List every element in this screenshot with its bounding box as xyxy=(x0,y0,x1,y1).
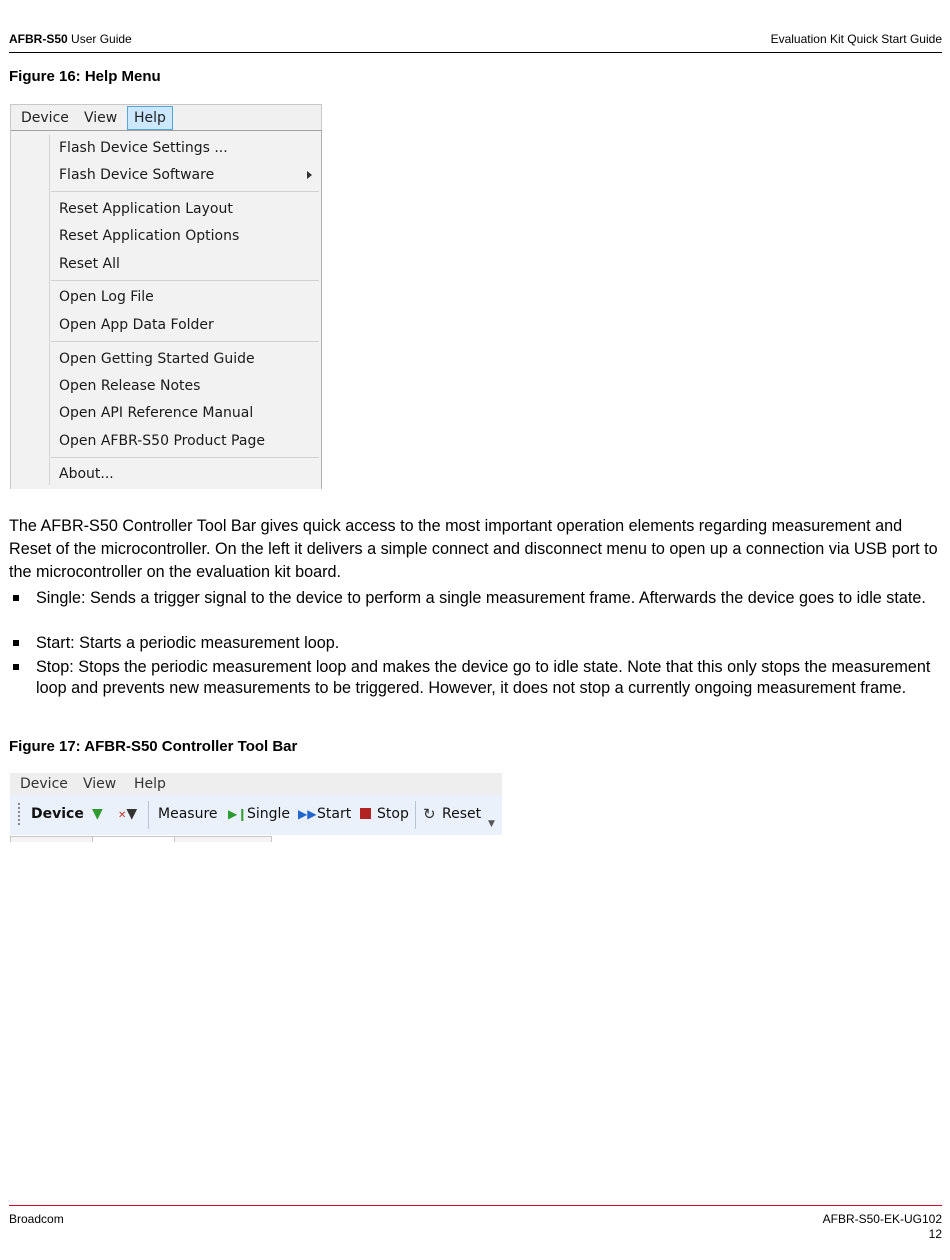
help-menu-screenshot xyxy=(10,104,322,489)
menu-item-flash-software[interactable]: Flash Device Software xyxy=(59,167,215,183)
toolbar-screenshot xyxy=(10,773,502,841)
tb-single-button[interactable]: Single xyxy=(247,806,291,822)
menu-item-open-log[interactable]: Open Log File xyxy=(59,289,154,305)
tb-device-label: Device xyxy=(31,806,84,822)
header-product: AFBR-S50 xyxy=(9,32,68,46)
menu-help[interactable]: Help xyxy=(127,106,173,130)
tab-strip xyxy=(10,835,502,841)
menu-item-reset-options[interactable]: Reset Application Options xyxy=(59,228,240,244)
tab[interactable] xyxy=(92,836,176,842)
menu-separator xyxy=(51,280,319,281)
start-icon[interactable]: ▶▶ xyxy=(298,807,317,821)
menu-gutter xyxy=(49,135,50,485)
bullet-text: Single: Sends a trigger signal to the device to perform a single measurement frame. Afterwards the device goes to idle state. xyxy=(36,589,926,607)
menu-separator xyxy=(51,457,319,458)
toolbar-separator xyxy=(415,801,416,829)
tab[interactable] xyxy=(174,836,272,842)
submenu-arrow-icon xyxy=(307,171,312,179)
menu-item-getting-started[interactable]: Open Getting Started Guide xyxy=(59,351,255,367)
menu-item-open-appdata[interactable]: Open App Data Folder xyxy=(59,317,214,333)
menu-separator xyxy=(51,341,319,342)
bullet-text: Stop: Stops the periodic measurement loop and makes the device go to idle state. Note that this only stops the measurement loop and prevents new measurements to be triggered. However, it does not stop a currently ongoing measurement frame. xyxy=(36,658,931,697)
header-title: User Guide xyxy=(71,32,132,46)
header-section: Evaluation Kit Quick Start Guide xyxy=(770,32,942,46)
tb-stop-button[interactable]: Stop xyxy=(377,806,409,822)
stop-icon[interactable] xyxy=(360,808,371,819)
header-doc-title xyxy=(9,32,132,46)
toolbar-grip[interactable] xyxy=(18,803,20,827)
tb-menu-device[interactable]: Device xyxy=(20,776,68,792)
menu-item-about[interactable]: About... xyxy=(59,466,114,482)
toolbar-separator xyxy=(148,801,149,829)
disconnect-plug-icon[interactable]: ✕▼ xyxy=(118,806,138,822)
footer-doc-number: AFBR-S50-EK-UG102 xyxy=(822,1212,942,1226)
bullet-marker xyxy=(13,595,19,601)
figure17-caption: Figure 17: AFBR-S50 Controller Tool Bar xyxy=(9,738,298,755)
footer-company: Broadcom xyxy=(9,1212,64,1226)
menu-device[interactable]: Device xyxy=(21,110,69,126)
intro-paragraph: The AFBR-S50 Controller Tool Bar gives quick access to the most important operation elements regarding measurement and Reset of the microcontroller. On the left it delivers a simple connect and disconnect menu to open up a connection via USB port to the microcontroller on the evaluation kit board. xyxy=(9,517,938,581)
tb-reset-button[interactable]: Reset xyxy=(442,806,482,822)
footer-page-number: 12 xyxy=(928,1227,942,1241)
bullet-text: Start: Starts a periodic measurement loop. xyxy=(36,634,340,652)
toolbar-overflow-icon[interactable]: ▼ xyxy=(488,819,495,829)
reset-icon[interactable]: ↻ xyxy=(423,805,436,823)
menu-view[interactable]: View xyxy=(84,110,118,126)
controller-toolbar xyxy=(10,795,502,835)
tab[interactable] xyxy=(10,836,94,842)
figure16-caption: Figure 16: Help Menu xyxy=(9,68,161,85)
menu-item-flash-settings[interactable]: Flash Device Settings ... xyxy=(59,140,228,156)
toolbar-menubar xyxy=(10,773,502,795)
bullet-marker xyxy=(13,640,19,646)
menu-item-release-notes[interactable]: Open Release Notes xyxy=(59,378,201,394)
menu-item-reset-layout[interactable]: Reset Application Layout xyxy=(59,201,233,217)
bullet-marker xyxy=(13,664,19,670)
help-dropdown xyxy=(11,130,322,489)
single-icon[interactable]: ▶❙ xyxy=(228,807,248,821)
footer-doc-info xyxy=(823,1212,942,1242)
menubar xyxy=(11,105,321,131)
tb-menu-view[interactable]: View xyxy=(83,776,117,792)
tb-measure-label: Measure xyxy=(158,806,218,822)
connect-plug-icon[interactable]: ▼ xyxy=(92,806,103,822)
header-rule xyxy=(9,52,942,53)
tb-start-button[interactable]: Start xyxy=(317,806,352,822)
menu-separator xyxy=(51,191,319,192)
menu-item-product-page[interactable]: Open AFBR-S50 Product Page xyxy=(59,433,265,449)
footer-rule xyxy=(9,1205,942,1206)
tb-menu-help[interactable]: Help xyxy=(134,776,166,792)
menu-item-reset-all[interactable]: Reset All xyxy=(59,256,120,272)
menu-item-api-manual[interactable]: Open API Reference Manual xyxy=(59,405,254,421)
